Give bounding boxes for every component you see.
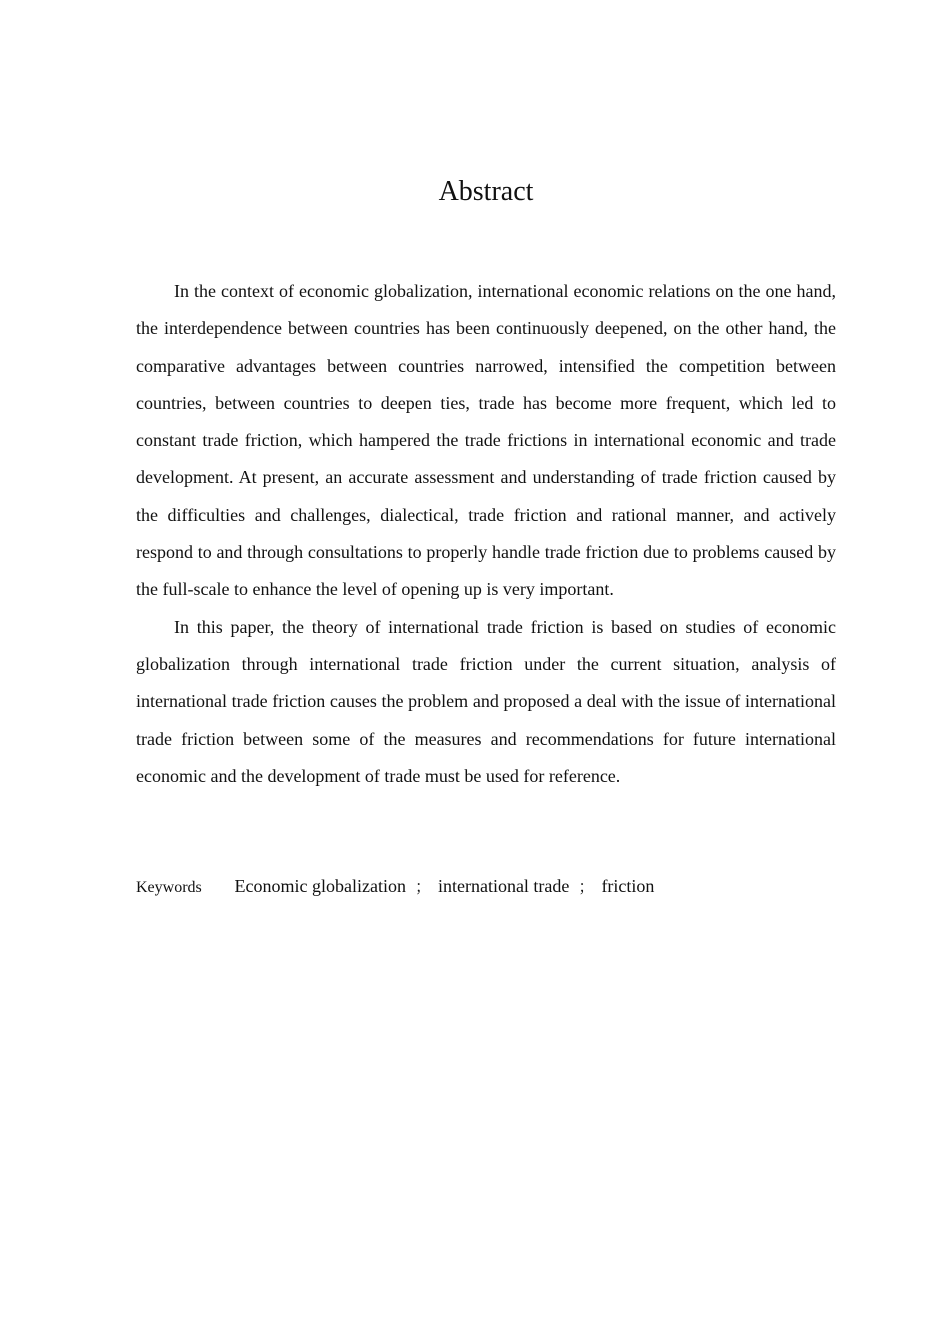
abstract-paragraph-2: In this paper, the theory of international trade friction is based on studies of economic globalization through international trade friction under the current situation, analysis of international trade friction causes the problem and proposed a deal with the issue of international trade friction between some of the measures and recommendations for future international economic and the development of trade must be used for reference. bbox=[136, 616, 836, 786]
abstract-paragraph-1: In the context of economic globalization, international economic relations on the one hand, the interdependence between countries has been continuously deepened, on the other hand, the comparative advantages between countries narrowed, intensified the competition between countries, between countries to deepen ties, trade has become more frequent, which led to constant trade friction, which hampered the trade frictions in international economic and trade development. At present, an accurate assessment and understanding of trade friction caused by the difficulties and challenges, dialectical, trade friction and rational manner, and actively respond to and through consultations to properly handle trade friction due to problems caused by the full-scale to enhance the level of opening up is very important. bbox=[136, 281, 836, 600]
abstract-body bbox=[136, 273, 836, 795]
keyword-separator: ； bbox=[414, 879, 431, 896]
abstract-title: Abstract bbox=[438, 176, 534, 207]
keyword-item: international trade bbox=[437, 876, 570, 896]
keyword-separator: ； bbox=[578, 879, 595, 896]
keywords-line bbox=[136, 871, 836, 903]
keyword-item: friction bbox=[601, 876, 655, 896]
keywords-label: Keywords bbox=[136, 879, 202, 896]
keyword-item: Economic globalization bbox=[234, 876, 406, 896]
